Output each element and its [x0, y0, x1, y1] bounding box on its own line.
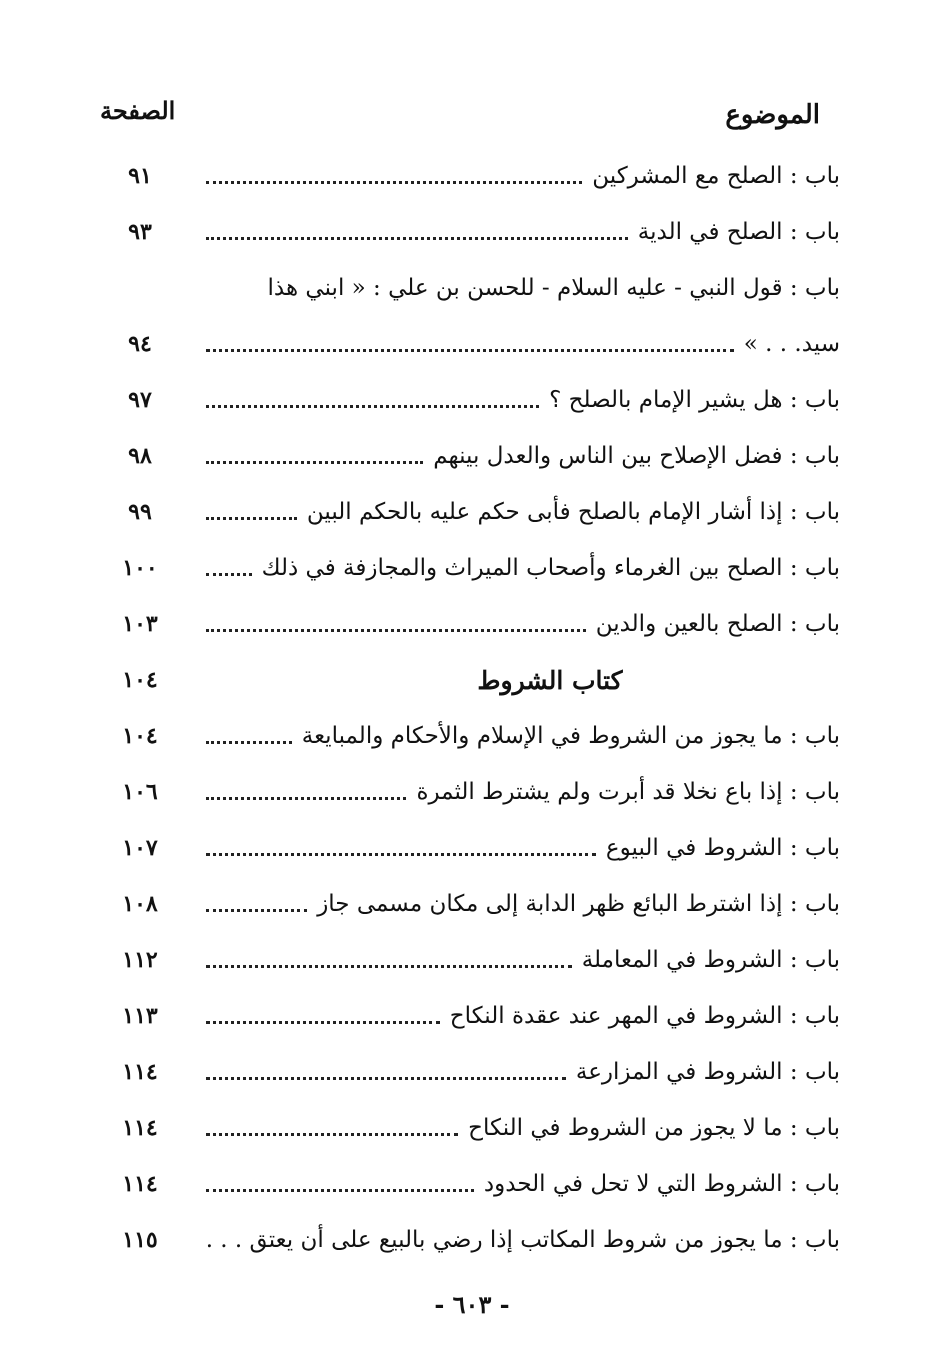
toc-entry-title: باب : ما يجوز من الشروط في الإسلام والأحكام والمبايعة [301, 723, 840, 749]
toc-entry [110, 1100, 840, 1156]
toc-entry [110, 596, 840, 652]
toc-entry-title: باب : الشروط في المزارعة [575, 1059, 840, 1085]
dot-leader [206, 405, 539, 408]
toc-entry-title: باب : إذا أشار الإمام بالصلح فأبى حكم عليه بالحكم البين [306, 499, 840, 525]
toc-entry [110, 148, 840, 204]
toc-entry [110, 876, 840, 932]
dot-leader [206, 965, 572, 968]
toc-entry-title: باب : الشروط في البيوع [605, 835, 840, 861]
toc-list [110, 148, 840, 1268]
toc-entry [110, 1156, 840, 1212]
toc-entry [110, 764, 840, 820]
dot-leader [206, 1133, 458, 1136]
dot-leader [206, 237, 628, 240]
dot-leader [206, 797, 406, 800]
toc-entry-title: باب : ما يجوز من شروط المكاتب إذا رضي بالبيع على أن يعتق . . . [205, 1227, 840, 1253]
toc-entry [110, 820, 840, 876]
toc-entry [110, 540, 840, 596]
toc-entry [110, 204, 840, 260]
toc-entry [110, 484, 840, 540]
toc-entry [110, 1212, 840, 1268]
toc-entry-page: ١١٥ [122, 1227, 158, 1253]
toc-section-heading [110, 652, 840, 708]
toc-entry-page: ١١٤ [122, 1115, 158, 1141]
toc-entry-title: باب : الشروط التي لا تحل في الحدود [483, 1171, 840, 1197]
dot-leader [206, 573, 252, 576]
toc-entry-title: باب : هل يشير الإمام بالصلح ؟ [549, 387, 840, 413]
toc-entry-title: باب : فضل الإصلاح بين الناس والعدل بينهم [433, 443, 840, 469]
dot-leader [206, 853, 596, 856]
toc-entry-page: ١٠٨ [122, 891, 158, 917]
dot-leader [206, 629, 586, 632]
toc-entry-title: باب : إذا اشترط البائع ظهر الدابة إلى مكان مسمى جاز [317, 891, 840, 917]
toc-entry-title: باب : الصلح مع المشركين [592, 163, 840, 189]
toc-entry [110, 372, 840, 428]
dot-leader [206, 909, 307, 912]
toc-header [100, 96, 820, 136]
toc-entry-page: ١٠٤ [122, 723, 158, 749]
toc-entry [110, 988, 840, 1044]
toc-entry-title: باب : قول النبي - عليه السلام - للحسن بن علي : « ابني هذا [267, 275, 840, 301]
toc-entry [110, 708, 840, 764]
toc-entry-page: ٩٩ [128, 499, 152, 525]
toc-entry-page: ١٠٧ [122, 835, 158, 861]
toc-entry-page: ٩٣ [128, 219, 152, 245]
toc-entry-page: ٩٤ [128, 331, 152, 357]
toc-entry [110, 932, 840, 988]
toc-entry-page: ١١٤ [122, 1059, 158, 1085]
dot-leader [206, 517, 297, 520]
toc-entry-page: ١١٤ [122, 1171, 158, 1197]
dot-leader [206, 1189, 474, 1192]
toc-entry-page: ١٠٠ [122, 555, 158, 581]
toc-entry-page: ٩١ [128, 163, 152, 189]
toc-entry-title: باب : ما لا يجوز من الشروط في النكاح [468, 1115, 840, 1141]
toc-entry-page: ٩٨ [128, 443, 152, 469]
dot-leader [206, 349, 734, 352]
toc-entry-title: باب : الصلح بالعين والدين [595, 611, 840, 637]
toc-entry [110, 260, 840, 372]
toc-entry-title: باب : الصلح في الدية [637, 219, 840, 245]
toc-entry-title: باب : الشروط في المهر عند عقدة النكاح [449, 1003, 840, 1029]
toc-entry-page: ١١٣ [122, 1003, 158, 1029]
toc-entry-title: باب : الصلح بين الغرماء وأصحاب الميراث والمجازفة في ذلك [261, 555, 840, 581]
dot-leader [206, 741, 292, 744]
page-number: - ٦٠٣ - [434, 1290, 510, 1319]
toc-entry-title-continued: سيد. . . » [743, 331, 840, 357]
page-column-heading: الصفحة [100, 96, 176, 125]
toc-entry-page: ١٠٦ [122, 779, 158, 805]
toc-entry-page: ١٠٣ [122, 611, 158, 637]
section-page: ١٠٤ [122, 667, 158, 693]
section-title: كتاب الشروط [477, 665, 623, 695]
dot-leader [206, 461, 423, 464]
toc-entry [110, 428, 840, 484]
toc-entry-page: ١١٢ [122, 947, 158, 973]
dot-leader [206, 1077, 566, 1080]
toc-entry [110, 1044, 840, 1100]
dot-leader [206, 1021, 440, 1024]
dot-leader [206, 181, 582, 184]
toc-entry-page: ٩٧ [128, 387, 152, 413]
subject-column-heading: الموضوع [725, 100, 820, 130]
toc-entry-title: باب : الشروط في المعاملة [581, 947, 840, 973]
toc-entry-title: باب : إذا باع نخلا قد أبرت ولم يشترط الثمرة [416, 779, 840, 805]
